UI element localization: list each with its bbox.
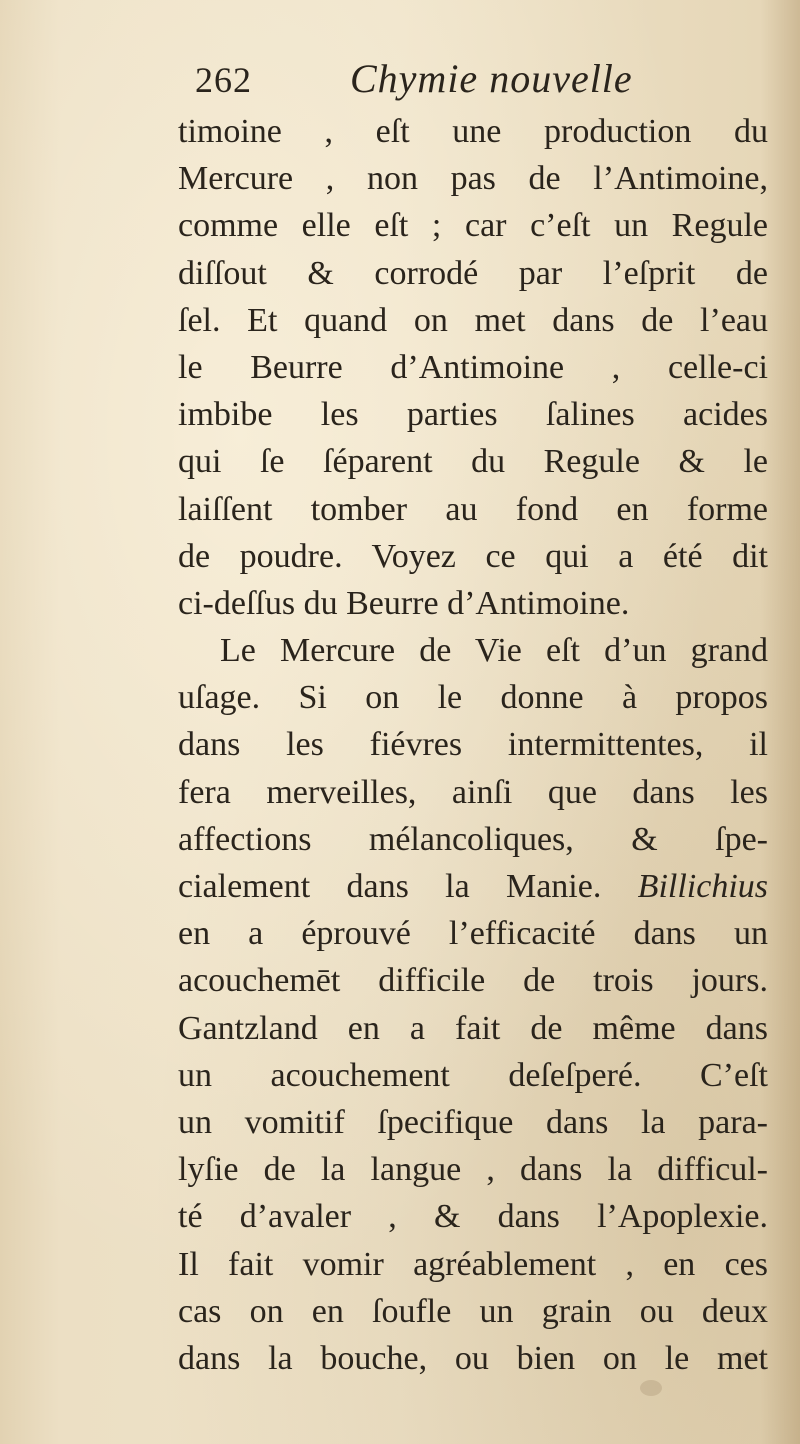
text-line: diſſout & corrodé par l’eſprit de bbox=[178, 254, 768, 292]
running-title: Chymie nouvelle bbox=[350, 56, 633, 101]
text-line: ci-deſſus du Beurre d’Antimoine. bbox=[178, 584, 630, 622]
text-line: Mercure , non pas de l’Antimoine, bbox=[178, 160, 768, 198]
text-line: cas on en ſoufle un grain ou deux bbox=[178, 1292, 768, 1330]
text-line: imbibe les parties ſalines acides bbox=[178, 396, 768, 434]
text-line: dans la bouche, ou bien on le met bbox=[178, 1339, 768, 1377]
text-line: fera merveilles, ainſi que dans les bbox=[178, 773, 768, 811]
text-line: timoine , eſt une production du bbox=[178, 113, 768, 150]
text-line: lyſie de la langue , dans la difficul- bbox=[178, 1151, 768, 1189]
text-line: comme elle eſt ; car c’eſt un Regule bbox=[178, 207, 768, 245]
text-line-part: cialement dans la Manie. bbox=[178, 868, 602, 905]
text-line: en a éprouvé l’efficacité dans un bbox=[178, 915, 768, 953]
page-header bbox=[195, 58, 755, 106]
text-line: té d’avaler , & dans l’Apoplexie. bbox=[178, 1198, 768, 1236]
text-line: un vomitif ſpecifique dans la para- bbox=[178, 1103, 768, 1141]
text-line: un acouchement deſeſperé. C’eſt bbox=[178, 1056, 768, 1094]
text-line: qui ſe ſéparent du Regule & le bbox=[178, 443, 768, 481]
text-line: affections mélancoliques, & ſpe- bbox=[178, 820, 768, 858]
body-text bbox=[178, 108, 768, 1382]
text-line-with-italic bbox=[178, 863, 768, 910]
text-line: ſel. Et quand on met dans de l’eau bbox=[178, 301, 768, 339]
text-line: laiſſent tomber au fond en forme bbox=[178, 490, 768, 528]
text-line: dans les fiévres intermittentes, il bbox=[178, 726, 768, 764]
text-line: acouchemēt difficile de trois jours. bbox=[178, 962, 768, 1000]
text-line: Gantzland en a fait de même dans bbox=[178, 1009, 768, 1047]
text-line: Il fait vomir agréablement , en ces bbox=[178, 1245, 768, 1283]
paper-stain bbox=[640, 1380, 662, 1396]
text-line: de poudre. Voyez ce qui a été dit bbox=[178, 537, 768, 575]
page-number: 262 bbox=[195, 60, 252, 100]
text-line: Le Mercure de Vie eſt d’un grand bbox=[220, 632, 768, 670]
text-line: uſage. Si on le donne à propos bbox=[178, 679, 768, 717]
text-line: le Beurre d’Antimoine , celle-ci bbox=[178, 348, 768, 386]
italic-name: Billichius bbox=[637, 868, 768, 905]
